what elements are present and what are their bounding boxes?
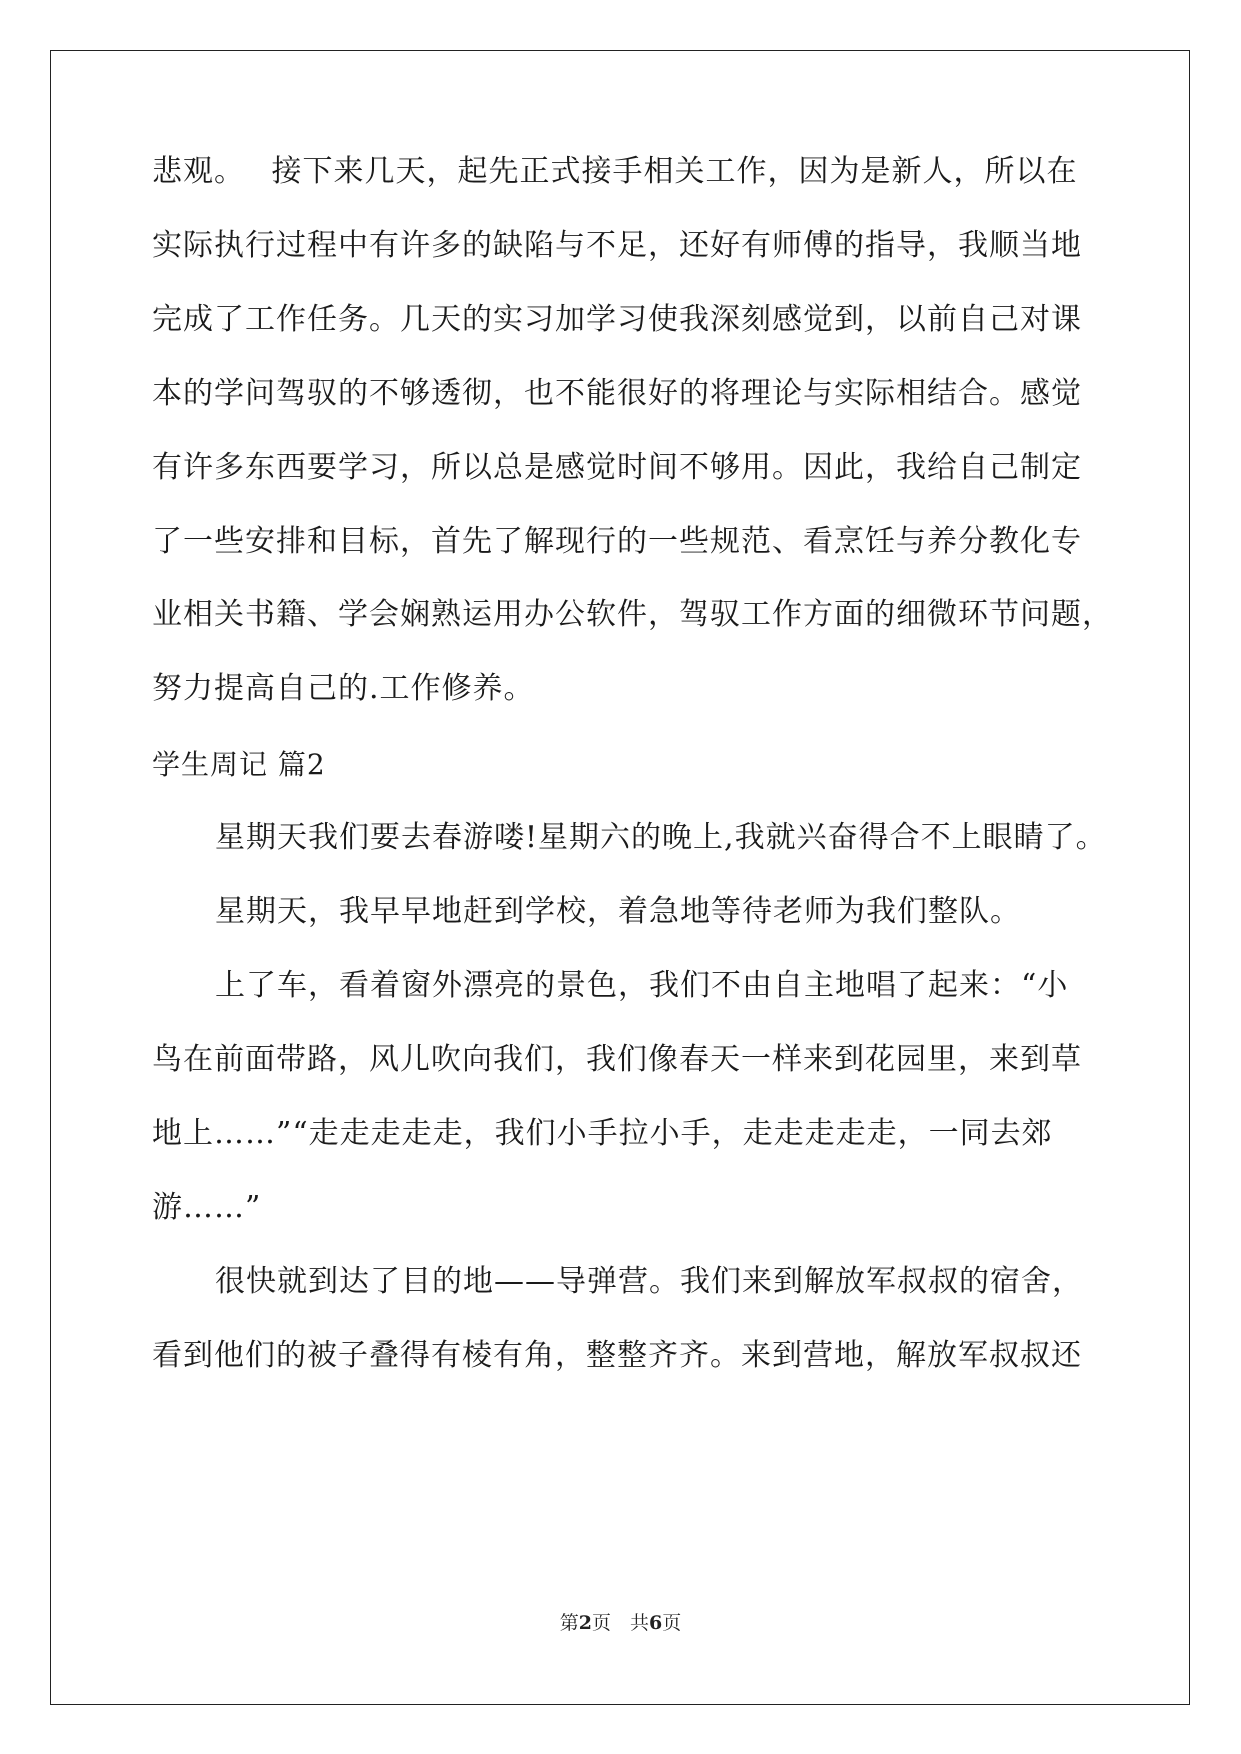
text-line: 努力提高自己的.工作修养。	[152, 671, 535, 706]
text-line: 看到他们的被子叠得有棱有角，整整齐齐。来到营地，解放军叔叔还	[152, 1338, 1082, 1373]
text-line: 鸟在前面带路，风儿吹向我们，我们像春天一样来到花园里，来到草	[152, 1042, 1082, 1077]
text-line: 有许多东西要学习，所以总是感觉时间不够用。因此，我给自己制定	[152, 450, 1082, 485]
footer-mid: 页 共	[591, 1612, 649, 1634]
text-line: 了一些安排和目标，首先了解现行的一些规范、看烹饪与养分教化专	[152, 524, 1082, 559]
text-line: 星期天，我早早地赶到学校，着急地等待老师为我们整队。	[215, 894, 1021, 929]
text-line: 星期天我们要去春游喽!星期六的晚上,我就兴奋得合不上眼睛了。	[215, 820, 1107, 855]
text-line: 地上……”“走走走走走，我们小手拉小手，走走走走走，一同去郊	[152, 1116, 1053, 1151]
text-line: 本的学问驾驭的不够透彻，也不能很好的将理论与实际相结合。感觉	[152, 376, 1082, 411]
footer-prefix: 第	[559, 1612, 579, 1634]
text-line: 游……”	[152, 1190, 262, 1225]
text-line: 完成了工作任务。几天的实习加学习使我深刻感觉到，以前自己对课	[152, 302, 1082, 337]
text-line: 很快就到达了目的地——导弹营。我们来到解放军叔叔的宿舍，	[215, 1264, 1083, 1299]
section-heading: 学生周记 篇2	[152, 748, 326, 781]
page-total: 6	[649, 1612, 663, 1634]
page-border	[50, 50, 1190, 1705]
footer-suffix: 页	[662, 1612, 682, 1634]
text-line: 实际执行过程中有许多的缺陷与不足，还好有师傅的指导，我顺当地	[152, 228, 1082, 263]
text-line: 业相关书籍、学会娴熟运用办公软件，驾驭工作方面的细微环节问题，	[152, 597, 1113, 632]
page-footer	[0, 1608, 1241, 1635]
text-line: 悲观。 接下来几天，起先正式接手相关工作，因为是新人，所以在	[152, 154, 1078, 189]
text-line: 上了车，看着窗外漂亮的景色，我们不由自主地唱了起来：“小	[215, 968, 1069, 1003]
page-number: 2	[578, 1612, 592, 1634]
